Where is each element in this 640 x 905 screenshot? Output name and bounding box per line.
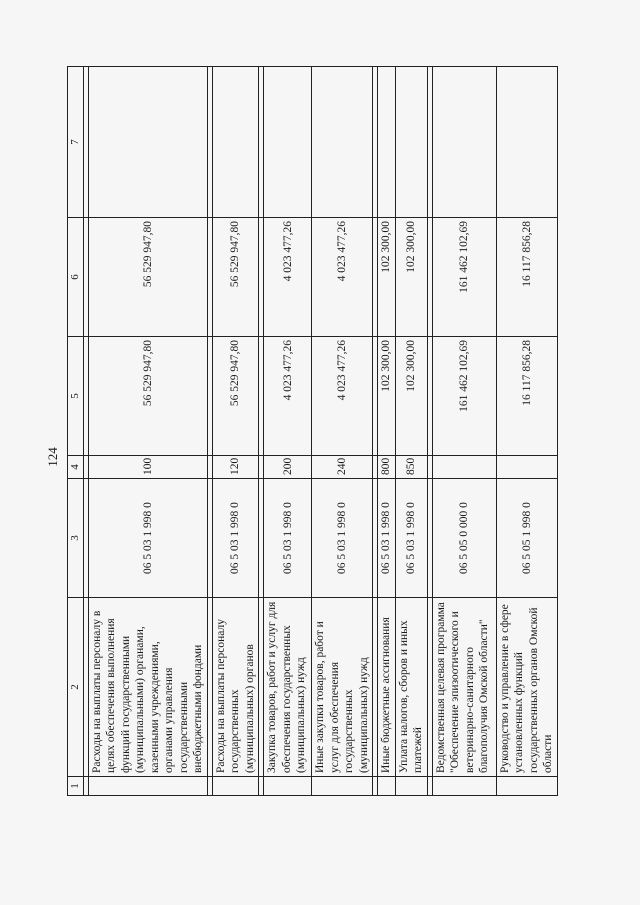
- row-type: 120: [212, 456, 259, 479]
- row-code: 06 5 03 1 998 0: [378, 479, 396, 598]
- row-value-5: 102 300,00: [378, 337, 396, 456]
- header-col-1: 1: [68, 777, 84, 796]
- row-value-6: 56 529 947,80: [212, 218, 259, 337]
- row-type: 100: [88, 456, 207, 479]
- row-value-5: 102 300,00: [395, 337, 427, 456]
- row-type: 800: [378, 456, 396, 479]
- row-code: 06 5 03 1 998 0: [212, 479, 259, 598]
- row-name: Ведомственная целевая программа "Обеспечение эпизоотического и ветеринарно-санитарного благополучия Омской области": [432, 598, 496, 777]
- row-value-7: [264, 67, 312, 218]
- row-value-5: 4 023 477,26: [264, 337, 312, 456]
- row-name: Закупка товаров, работ и услуг для обеспечения государственных (муниципальных) нужд: [264, 598, 312, 777]
- row-value-6: 4 023 477,26: [264, 218, 312, 337]
- header-col-7: 7: [68, 67, 84, 218]
- table-row: [378, 67, 396, 796]
- row-value-5: 56 529 947,80: [88, 337, 207, 456]
- row-type: [432, 456, 496, 479]
- row-name: Иные бюджетные ассигнования: [378, 598, 396, 777]
- budget-table-container: [67, 66, 554, 796]
- row-name: Руководство и управление в сфере установленных функций государственных органов Омской области: [496, 598, 557, 777]
- row-name: Расходы на выплаты персоналу государственных (муниципальных) органов: [212, 598, 259, 777]
- row-name: Уплата налогов, сборов и иных платежей: [395, 598, 427, 777]
- table-row: [496, 67, 557, 796]
- row-value-5: 56 529 947,80: [212, 337, 259, 456]
- table-row: [212, 67, 259, 796]
- row-value-7: [378, 67, 396, 218]
- header-row: [68, 67, 84, 796]
- table-row: [264, 67, 312, 796]
- budget-table: [67, 66, 558, 796]
- table-row: [395, 67, 427, 796]
- row-value-5: 4 023 477,26: [312, 337, 373, 456]
- header-col-3: 3: [68, 479, 84, 598]
- table-row: [88, 67, 207, 796]
- row-value-7: [395, 67, 427, 218]
- row-value-6: 102 300,00: [378, 218, 396, 337]
- row-value-6: 161 462 102,69: [432, 218, 496, 337]
- header-col-5: 5: [68, 337, 84, 456]
- row-name: Иные закупки товаров, работ и услуг для обеспечения государственных (муниципальных) нужд: [312, 598, 373, 777]
- row-code: 06 5 05 1 998 0: [496, 479, 557, 598]
- row-code: 06 5 03 1 998 0: [395, 479, 427, 598]
- row-code: 06 5 03 1 998 0: [88, 479, 207, 598]
- row-type: [496, 456, 557, 479]
- row-code: 06 5 03 1 998 0: [312, 479, 373, 598]
- row-value-7: [212, 67, 259, 218]
- header-col-4: 4: [68, 456, 84, 479]
- row-type: 240: [312, 456, 373, 479]
- row-value-6: 102 300,00: [395, 218, 427, 337]
- header-col-6: 6: [68, 218, 84, 337]
- row-value-7: [312, 67, 373, 218]
- row-value-6: 4 023 477,26: [312, 218, 373, 337]
- row-value-6: 56 529 947,80: [88, 218, 207, 337]
- header-col-2: 2: [68, 598, 84, 777]
- row-code: 06 5 05 0 000 0: [432, 479, 496, 598]
- row-type: 200: [264, 456, 312, 479]
- row-value-7: [88, 67, 207, 218]
- row-type: 850: [395, 456, 427, 479]
- table-row: [432, 67, 496, 796]
- row-value-7: [496, 67, 557, 218]
- row-value-6: 16 117 856,28: [496, 218, 557, 337]
- row-value-5: 16 117 856,28: [496, 337, 557, 456]
- row-code: 06 5 03 1 998 0: [264, 479, 312, 598]
- row-value-5: 161 462 102,69: [432, 337, 496, 456]
- row-name: Расходы на выплаты персоналу в целях обеспечения выполнения функций государственными (муниципальными) органами, казенными учреждениями, органами управления государственными внебюджетными фондами: [88, 598, 207, 777]
- row-value-7: [432, 67, 496, 218]
- page-number: 124: [45, 447, 60, 467]
- table-row: [312, 67, 373, 796]
